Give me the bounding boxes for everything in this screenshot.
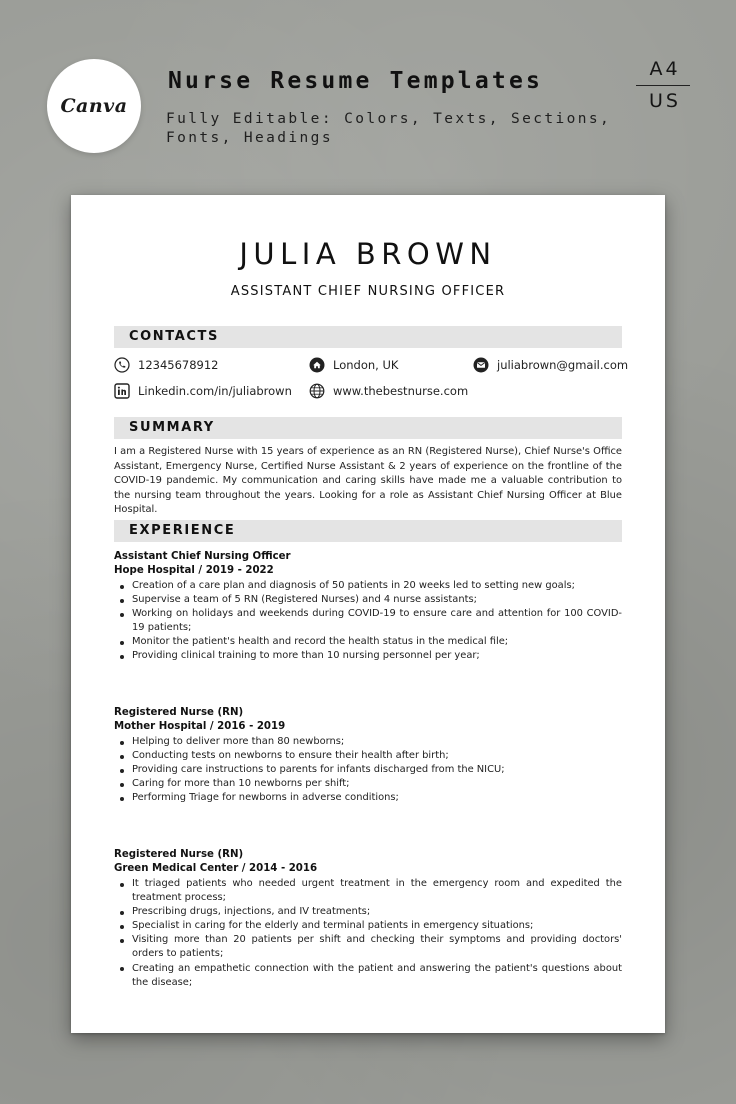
experience-entry	[114, 848, 622, 990]
size-a4-label: A4	[649, 58, 681, 80]
job-employer: Mother Hospital / 2016 - 2019	[114, 721, 286, 732]
job-bullet: Visiting more than 20 patients per shift and checking their symptoms and providing doctors' orders to patients;	[114, 933, 622, 961]
contact-location-text: London, UK	[333, 358, 399, 372]
contact-phone	[114, 356, 218, 374]
experience-entry	[114, 706, 622, 805]
summary-text: I am a Registered Nurse with 15 years of experience as an RN (Registered Nurse), Chief Nurse's Office Assistant, Emergency Nurse, Certified Nurse Assistant & 2 years of experience on the frontline of the COVID-19 pandemic. My communication and caring skills have made me a valuable contribution to the nursing team throughout the years. Looking for a role as Assistant Chief Nursing Officer at Blue Hospital.	[114, 446, 622, 515]
job-bullet: Performing Triage for newborns in adverse conditions;	[114, 791, 622, 805]
job-title: Registered Nurse (RN)	[114, 707, 244, 718]
job-employer: Green Medical Center / 2014 - 2016	[114, 863, 318, 874]
job-bullet: Prescribing drugs, injections, and IV treatments;	[114, 905, 622, 919]
canva-logo	[47, 59, 141, 153]
job-bullet: Monitor the patient's health and record the health status in the medical file;	[114, 635, 622, 649]
resume-role: ASSISTANT CHIEF NURSING OFFICER	[230, 284, 506, 299]
contacts-section-header	[114, 326, 622, 348]
resume-name: JULIA BROWN	[239, 237, 497, 271]
job-bullet: Specialist in caring for the elderly and terminal patients in emergency situations;	[114, 919, 622, 933]
promo-title: Nurse Resume Templates	[168, 68, 544, 94]
contact-email	[473, 356, 628, 374]
size-divider	[636, 85, 690, 86]
summary-heading: SUMMARY	[129, 420, 215, 435]
globe-icon	[309, 383, 325, 399]
contact-website	[309, 382, 468, 400]
linkedin-icon	[114, 383, 130, 399]
summary-section-header	[114, 417, 622, 439]
contacts-heading: CONTACTS	[129, 329, 219, 344]
phone-icon	[114, 357, 130, 373]
experience-section-header	[114, 520, 622, 542]
contact-email-text: juliabrown@gmail.com	[497, 358, 629, 372]
job-bullet: Creation of a care plan and diagnosis of 50 patients in 20 weeks led to setting new goals;	[114, 579, 622, 593]
home-icon	[309, 357, 325, 373]
job-bullet: Creating an empathetic connection with the patient and answering the patient's questions about the disease;	[114, 962, 622, 990]
job-bullet: Providing care instructions to parents for infants discharged from the NICU;	[114, 763, 622, 777]
resume-page	[71, 195, 665, 1033]
job-title: Registered Nurse (RN)	[114, 849, 244, 860]
job-bullet: Working on holidays and weekends during COVID-19 to ensure care and attention for 100 COVID-19 patients;	[114, 607, 622, 635]
job-bullets	[114, 735, 622, 805]
job-bullet: Providing clinical training to more than 10 nursing personnel per year;	[114, 649, 622, 663]
job-bullet: Conducting tests on newborns to ensure their health after birth;	[114, 749, 622, 763]
contact-phone-text: 12345678912	[138, 358, 219, 372]
job-bullet: Helping to deliver more than 80 newborns;	[114, 735, 622, 749]
contact-linkedin	[114, 382, 292, 400]
contact-website-text: www.thebestnurse.com	[333, 384, 469, 398]
canva-logo-text: Canva	[60, 95, 128, 117]
size-us-label: US	[649, 90, 681, 112]
job-title: Assistant Chief Nursing Officer	[114, 551, 291, 562]
experience-heading: EXPERIENCE	[129, 523, 236, 538]
contact-location	[309, 356, 398, 374]
job-bullet: It triaged patients who needed urgent treatment in the emergency room and expedited the treatment process;	[114, 877, 622, 905]
job-bullets	[114, 579, 622, 664]
promo-subtitle: Fully Editable: Colors, Texts, Sections, Fonts, Headings	[166, 111, 612, 146]
email-icon	[473, 357, 489, 373]
job-employer: Hope Hospital / 2019 - 2022	[114, 565, 274, 576]
experience-entry	[114, 550, 622, 664]
job-bullet: Supervise a team of 5 RN (Registered Nurses) and 4 nurse assistants;	[114, 593, 622, 607]
contact-linkedin-text: Linkedin.com/in/juliabrown	[138, 384, 292, 398]
job-bullets	[114, 877, 622, 990]
job-bullet: Caring for more than 10 newborns per shift;	[114, 777, 622, 791]
